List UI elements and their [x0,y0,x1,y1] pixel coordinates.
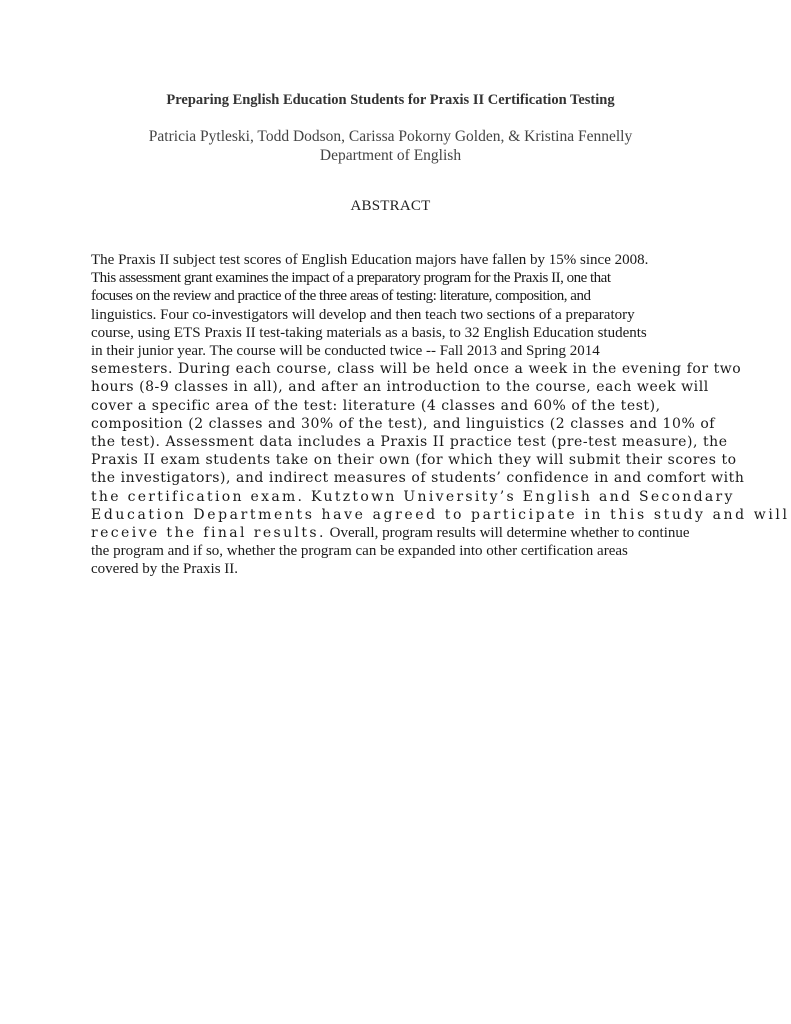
abstract-line: Education Departments have agreed to participate in this study and will [91,506,790,523]
abstract-line: the test). Assessment data includes a Praxis II practice test (pre-test measure), the [91,434,728,451]
abstract-line: focuses on the review and practice of the three areas of testing: literature, composition, and [91,288,591,305]
abstract-line: linguistics. Four co-investigators will develop and then teach two sections of a preparatory [91,306,635,323]
abstract-line: the certification exam. Kutztown University’s English and Secondary [91,488,735,505]
abstract-body [91,251,790,579]
abstract-line: The Praxis II subject test scores of English Education majors have fallen by 15% since 2008. [91,252,649,268]
abstract-line: covered by the Praxis II. [91,561,239,578]
abstract-line: hours (8-9 classes in all), and after an introduction to the course, each week will [91,379,709,396]
abstract-line: composition (2 classes and 30% of the test), and linguistics (2 classes and 10% of [91,415,716,432]
abstract-line: This assessment grant examines the impact of a preparatory program for the Praxis II, one that [91,270,611,287]
abstract-line-segment: receive the final results. [91,525,326,542]
abstract-line-segment: Overall, program results will determine whether to continue [325,525,690,542]
paper-title: Preparing English Education Students for Praxis II Certification Testing [166,92,615,108]
department-name: Department of English [319,147,462,164]
author-list: Patricia Pytleski, Todd Dodson, Carissa Pokorny Golden, & Kristina Fennelly [148,128,633,145]
abstract-line: in their junior year. The course will be conducted twice -- Fall 2013 and Spring 2014 [91,343,600,360]
abstract-line: Praxis II exam students take on their own (for which they will submit their scores to [91,452,737,469]
author-block [0,127,781,165]
abstract-line [91,524,701,542]
abstract-heading: ABSTRACT [350,198,431,214]
abstract-line: semesters. During each course, class will be held once a week in the evening for two [91,361,742,378]
abstract-line: the investigators), and indirect measures of students’ confidence in and comfort with [91,470,745,487]
abstract-line: cover a specific area of the test: literature (4 classes and 60% of the test), [91,397,661,414]
abstract-line: the program and if so, whether the program can be expanded into other certification areas [91,543,628,560]
abstract-line: course, using ETS Praxis II test-taking materials as a basis, to 32 English Education students [91,324,647,341]
